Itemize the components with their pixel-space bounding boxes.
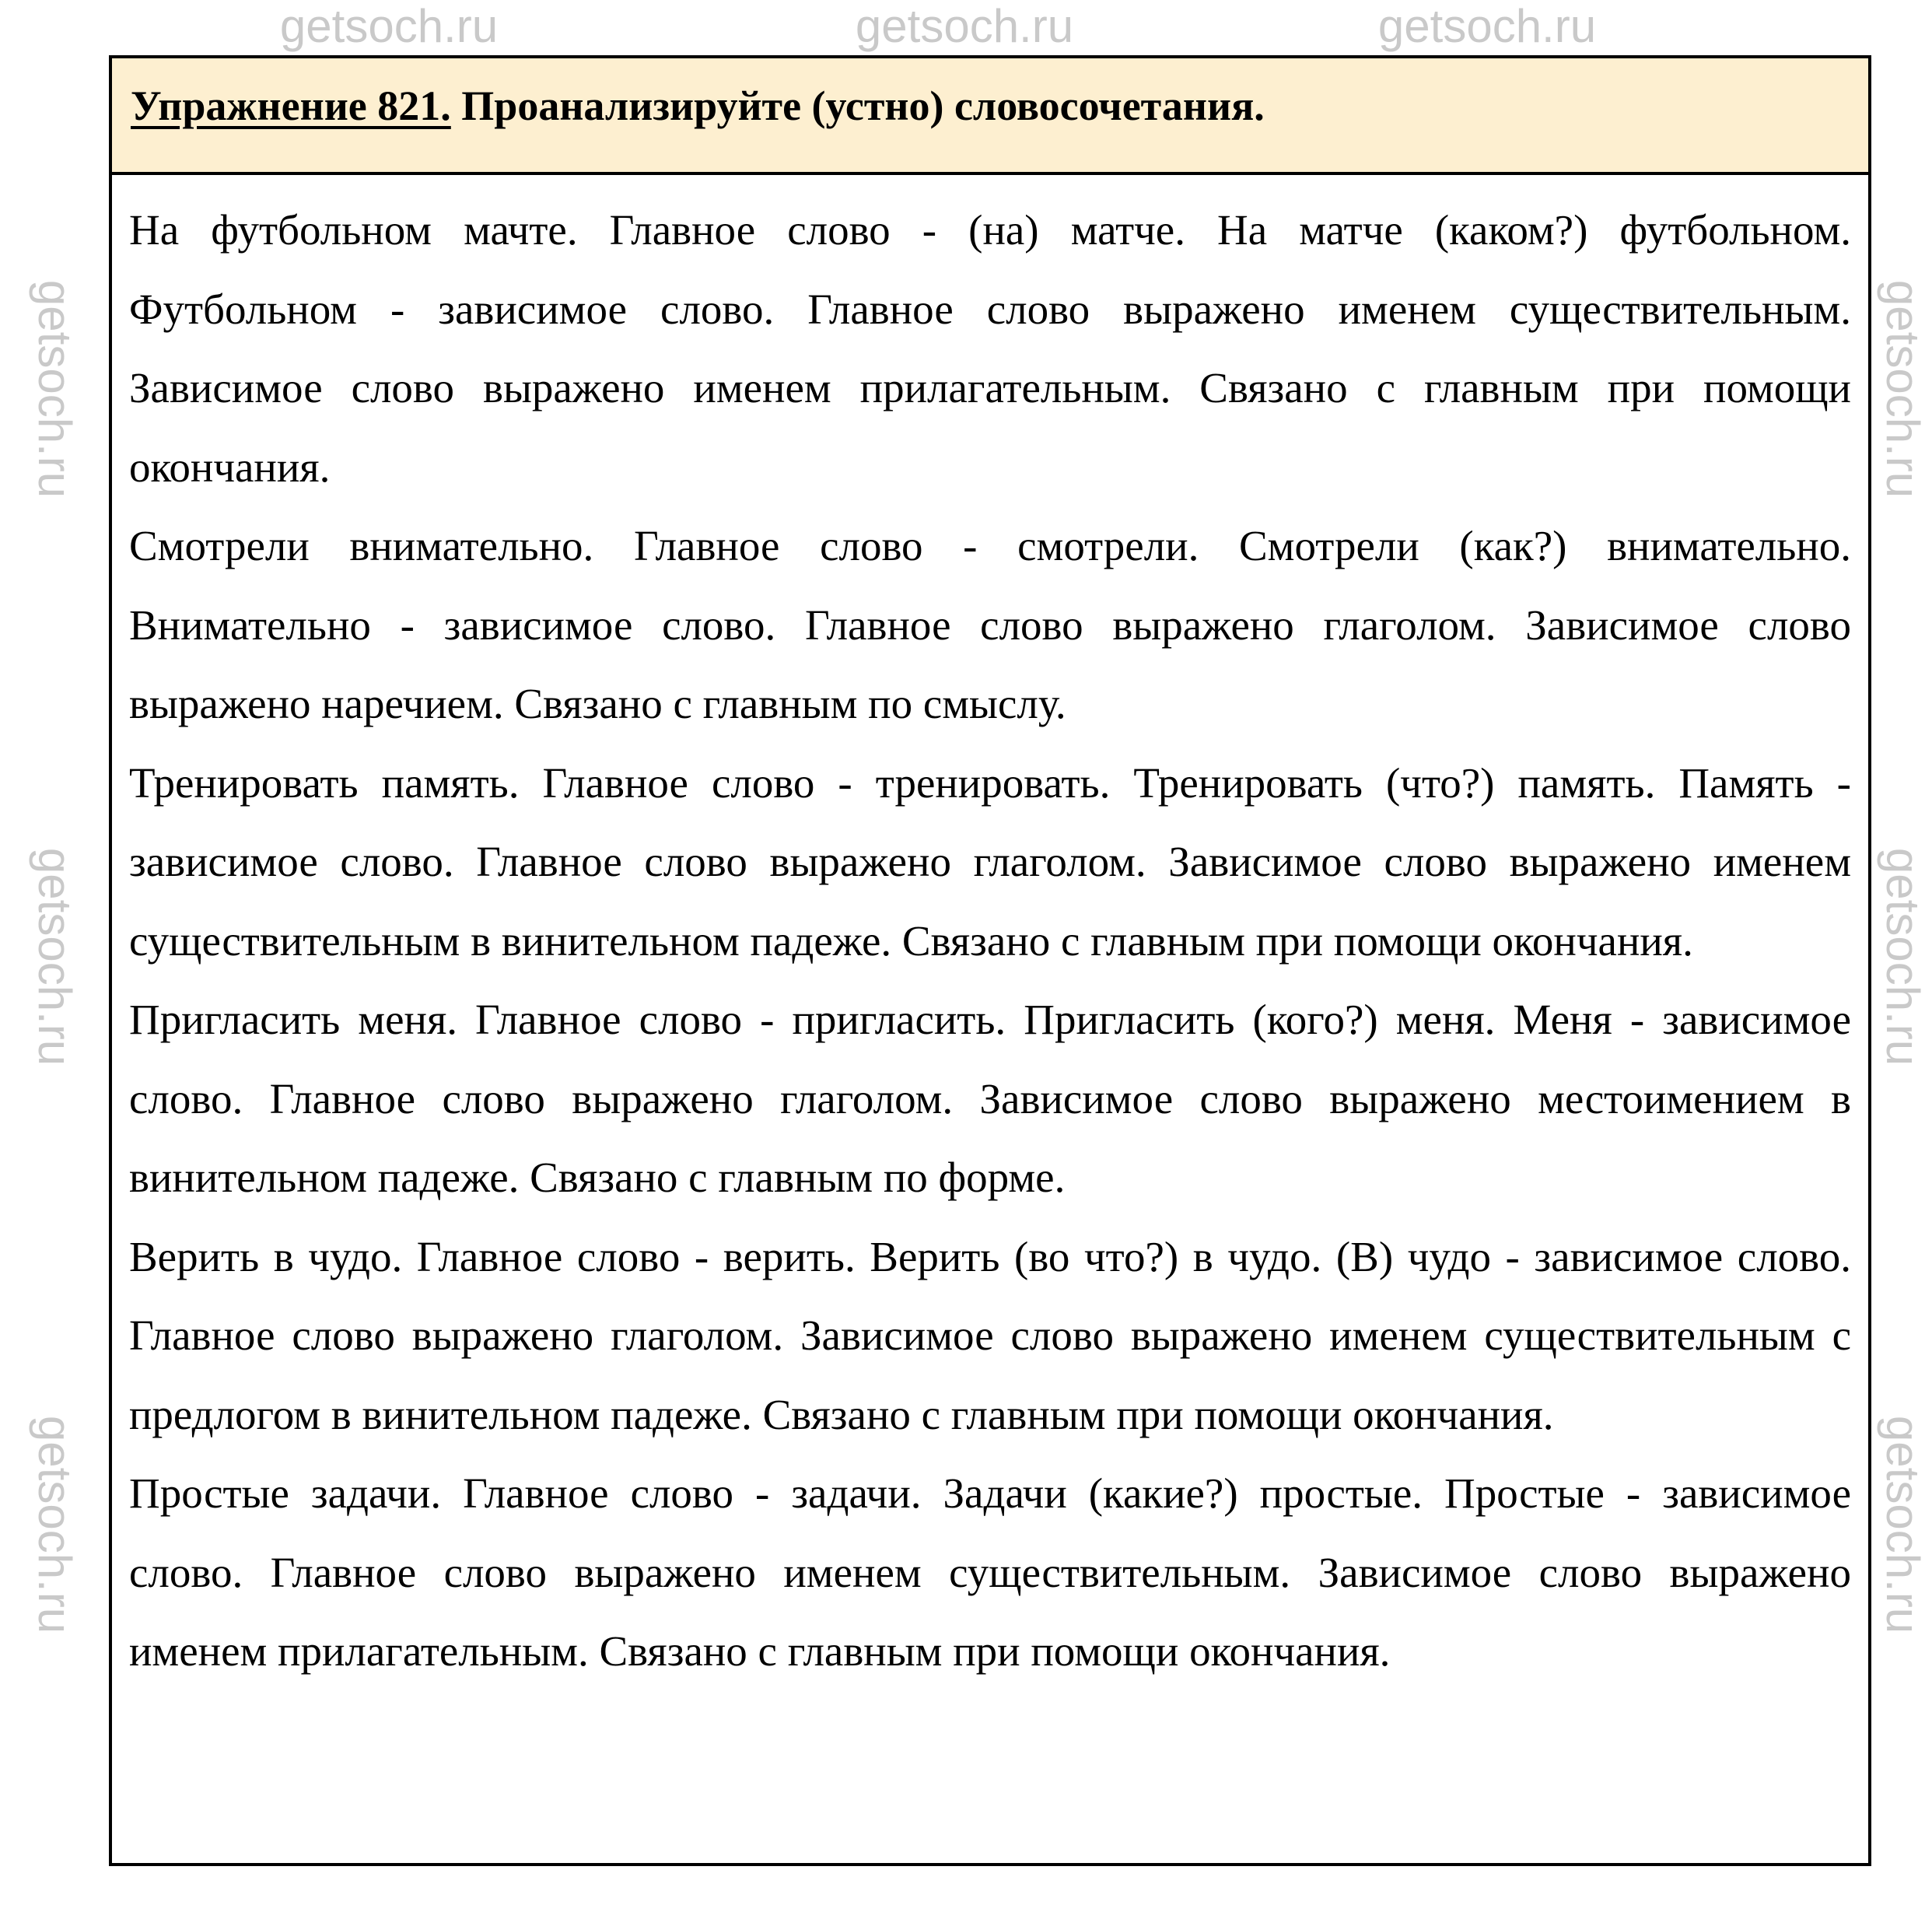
answer-text xyxy=(112,175,1868,1691)
exercise-card xyxy=(109,55,1871,1866)
exercise-header xyxy=(112,58,1868,175)
watermark: getsoch.ru xyxy=(279,0,499,52)
watermark: getsoch.ru xyxy=(1377,0,1597,52)
watermark: getsoch.ru xyxy=(29,847,81,1066)
watermark: getsoch.ru xyxy=(855,0,1074,52)
watermark: getsoch.ru xyxy=(1877,279,1929,499)
exercise-number: Упражнение 821. xyxy=(131,82,451,129)
paragraph: Смотрели внимательно. Главное слово - смотрели. Смотрели (как?) внимательно. Внимательно - зависимое слово. Главное слово выражено глаголом. Зависимое слово выражено наречием. Связано с главным по смыслу. xyxy=(129,522,1851,727)
watermark: getsoch.ru xyxy=(29,1415,81,1634)
paragraph: Простые задачи. Главное слово - задачи. Задачи (какие?) простые. Простые - зависимое слово. Главное слово выражено именем существительным. Зависимое слово выражено именем прилагательным. Связано с главным при помощи окончания. xyxy=(129,1469,1851,1675)
watermark: getsoch.ru xyxy=(1877,847,1929,1066)
paragraph: Пригласить меня. Главное слово - пригласить. Пригласить (кого?) меня. Меня - зависимое слово. Главное слово выражено глаголом. Зависимое слово выражено местоимением в винительном падеже. Связано с главным по форме. xyxy=(129,996,1851,1201)
watermark: getsoch.ru xyxy=(1877,1415,1929,1634)
paragraph: Верить в чудо. Главное слово - верить. Верить (во что?) в чудо. (В) чудо - зависимое слово. Главное слово выражено глаголом. Зависимое слово выражено именем существительным с предлогом в винительном падеже. Связано с главным при помощи окончания. xyxy=(129,1232,1851,1438)
paragraph: На футбольном мачте. Главное слово - (на) матче. На матче (каком?) футбольном. Футбольном - зависимое слово. Главное слово выражено именем существительным. Зависимое слово выражено именем прилагательным. Связано с главным при помощи окончания. xyxy=(129,206,1851,491)
paragraph: Тренировать память. Главное слово - тренировать. Тренировать (что?) память. Память - зависимое слово. Главное слово выражено глаголом. Зависимое слово выражено именем существительным в винительном падеже. Связано с главным при помощи окончания. xyxy=(129,758,1851,965)
exercise-task: Проанализируйте (устно) словосочетания. xyxy=(450,82,1265,129)
watermark: getsoch.ru xyxy=(29,279,81,499)
